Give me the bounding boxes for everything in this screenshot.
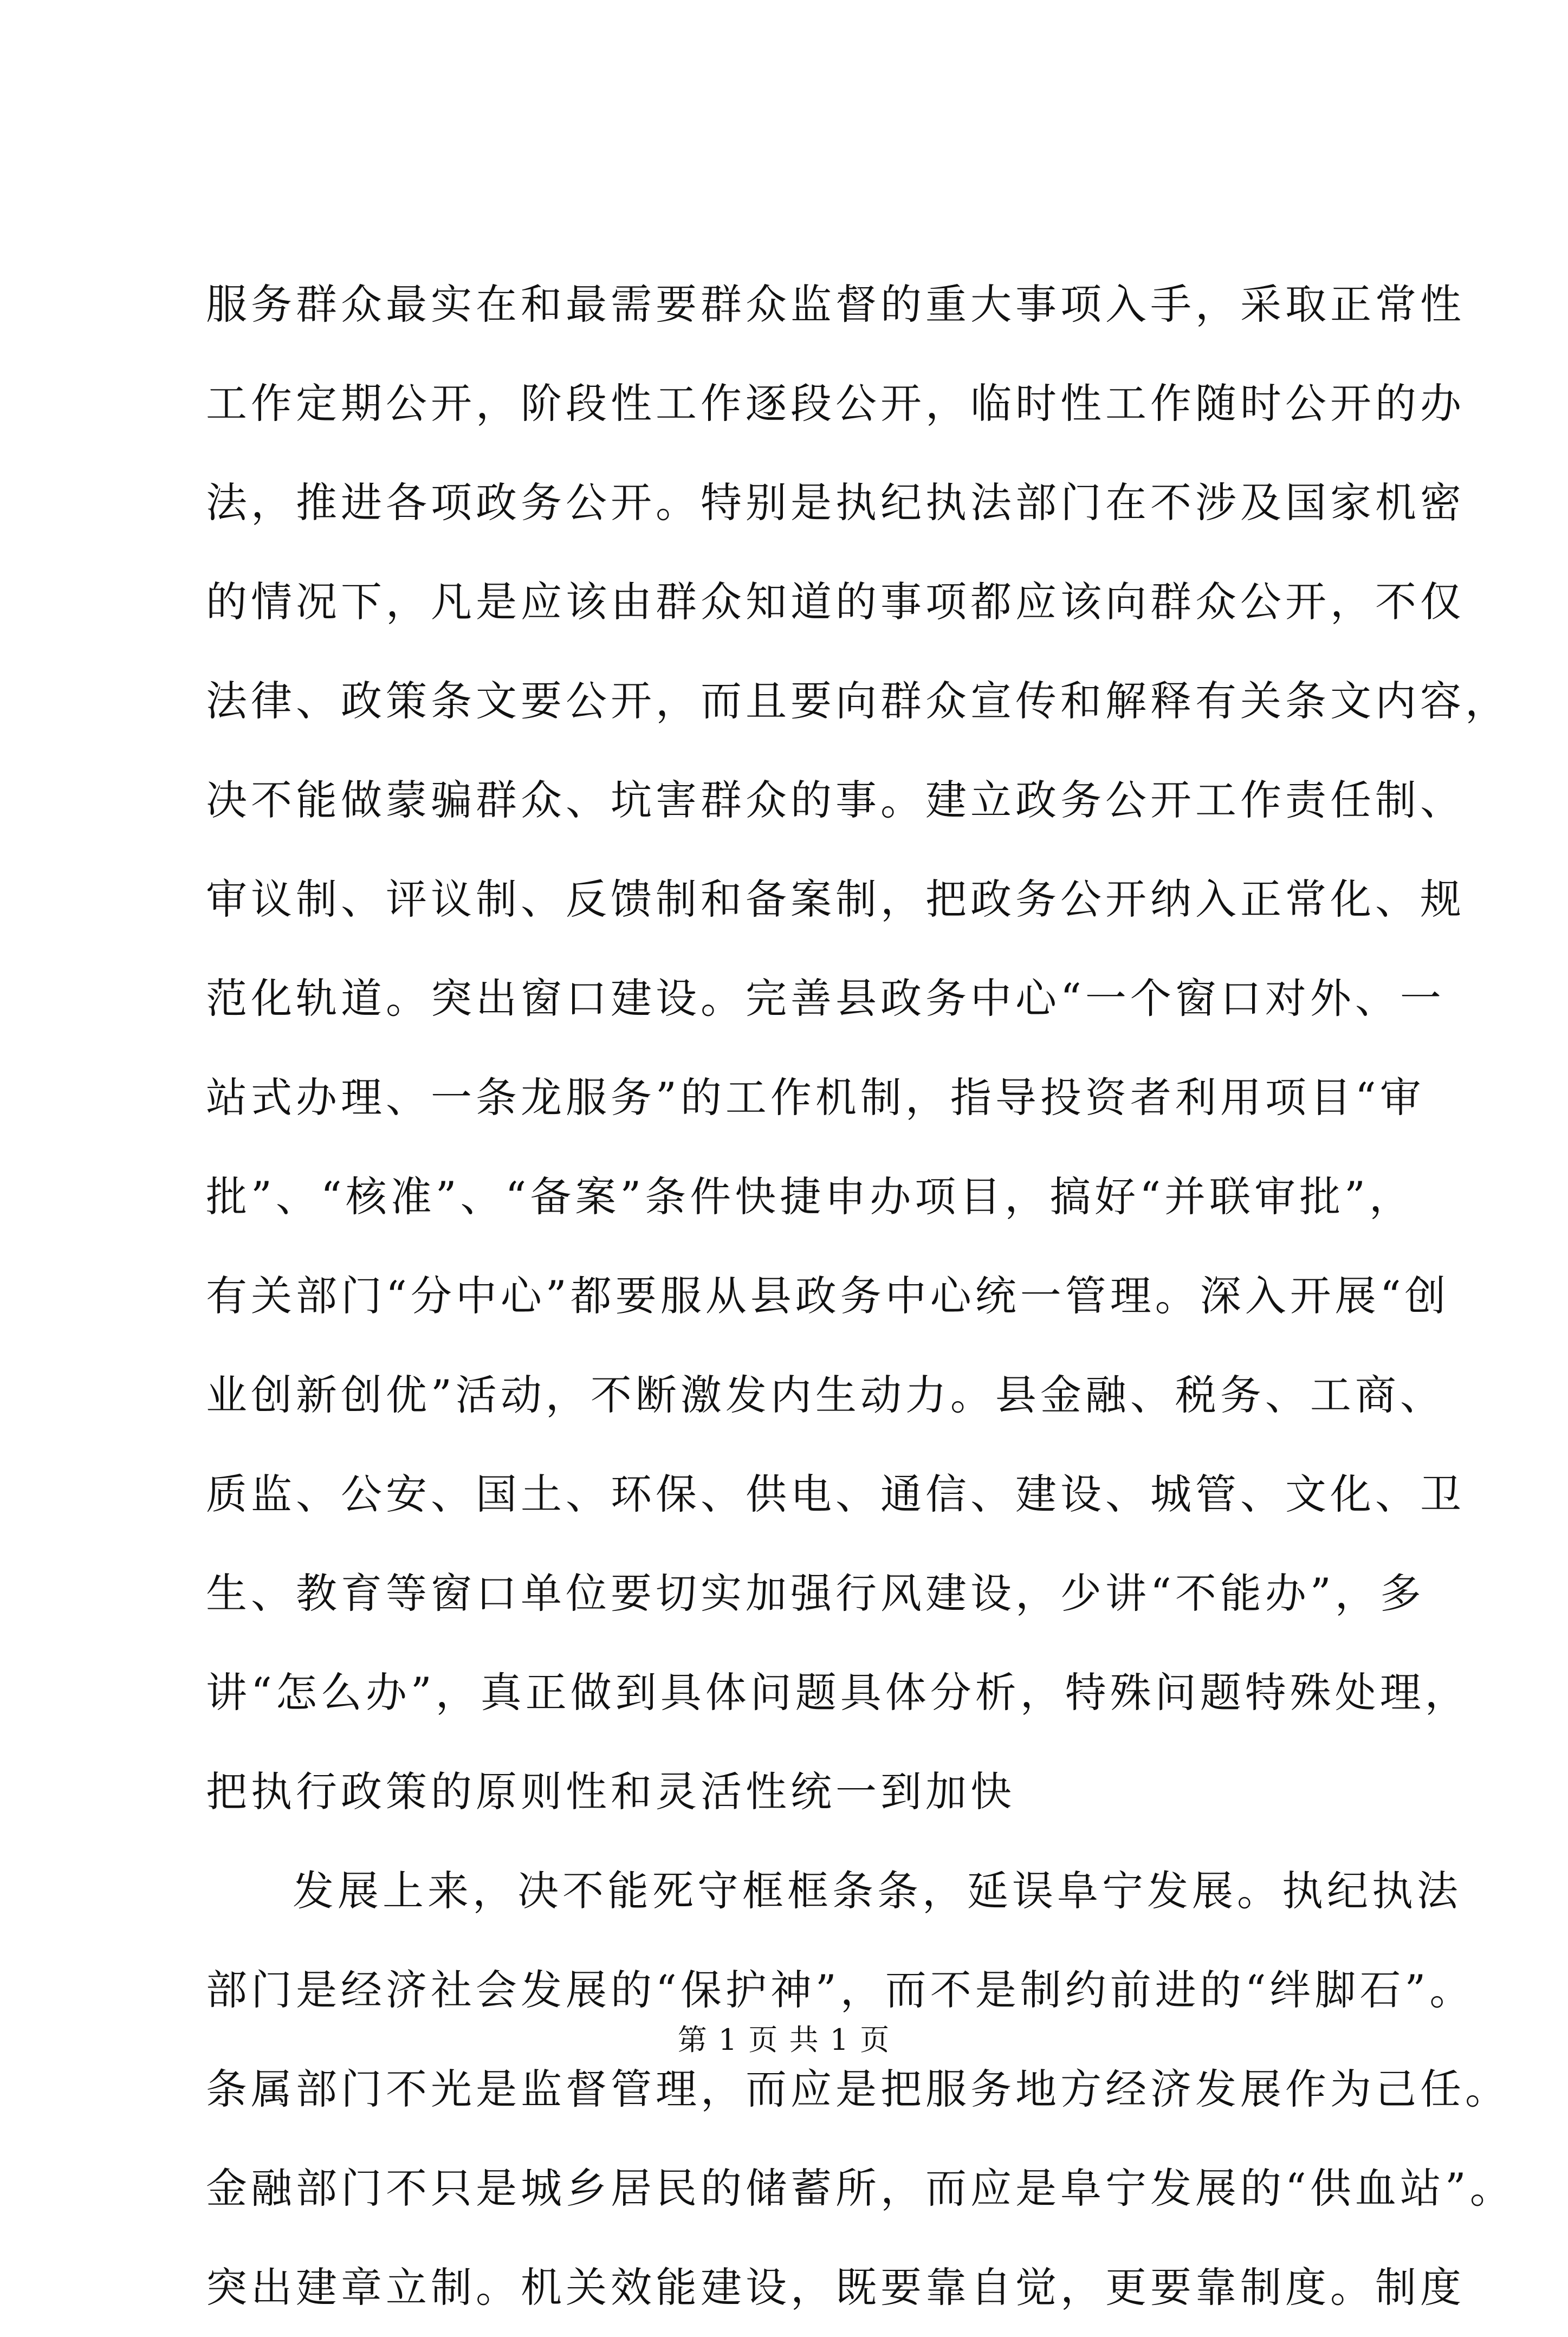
text-line: 站式办理、一条龙服务”的工作机制，指导投资者利用项目“审 — [206, 1073, 1425, 1122]
text-line: 条属部门不光是监督管理，而应是把服务地方经济发展作为己任。 — [206, 2065, 1510, 2113]
text-line: 质监、公安、国土、环保、供电、通信、建设、城管、文化、卫 — [206, 1470, 1465, 1518]
text-line: 有关部门“分中心”都要服从县政务中心统一管理。深入开展“创 — [206, 1272, 1450, 1320]
text-line: 突出建章立制。机关效能建设，既要靠自觉，更要靠制度。制度 — [206, 2263, 1465, 2312]
text-line: 生、教育等窗口单位要切实加强行风建设，少讲“不能办”，多 — [206, 1569, 1425, 1617]
text-line: 批”、“核准”、“备案”条件快捷申办项目，搞好“并联审批”， — [206, 1173, 1414, 1221]
text-line: 工作定期公开，阶段性工作逐段公开，临时性工作随时公开的办 — [206, 379, 1465, 428]
text-line: 法律、政策条文要公开，而且要向群众宣传和解释有关条文内容， — [206, 677, 1510, 725]
text-line: 审议制、评议制、反馈制和备案制，把政务公开纳入正常化、规 — [206, 875, 1465, 923]
text-line: 部门是经济社会发展的“保护神”，而不是制约前进的“绊脚石”。 — [206, 1966, 1475, 2014]
paragraph-start-line: 发展上来，决不能死守框框条条，延误阜宁发展。执纪执法 — [293, 1867, 1462, 1915]
text-line: 把执行政策的原则性和灵活性统一到加快 — [206, 1768, 1015, 1816]
text-line: 决不能做蒙骗群众、坑害群众的事。建立政务公开工作责任制、 — [206, 776, 1465, 824]
text-line: 服务群众最实在和最需要群众监督的重大事项入手，采取正常性 — [206, 280, 1465, 328]
text-line: 的情况下，凡是应该由群众知道的事项都应该向群众公开，不仅 — [206, 578, 1465, 626]
text-line: 业创新创优”活动，不断激发内生动力。县金融、税务、工商、 — [206, 1371, 1445, 1419]
text-line: 讲“怎么办”，真正做到具体问题具体分析，特殊问题特殊处理， — [206, 1668, 1470, 1717]
page-number-footer: 第 1 页 共 1 页 — [677, 2023, 891, 2057]
text-line: 法，推进各项政务公开。特别是执纪执法部门在不涉及国家机密 — [206, 478, 1465, 527]
text-line: 范化轨道。突出窗口建设。完善县政务中心“一个窗口对外、一 — [206, 974, 1445, 1022]
text-line: 金融部门不只是城乡居民的储蓄所，而应是阜宁发展的“供血站”。 — [206, 2164, 1515, 2212]
